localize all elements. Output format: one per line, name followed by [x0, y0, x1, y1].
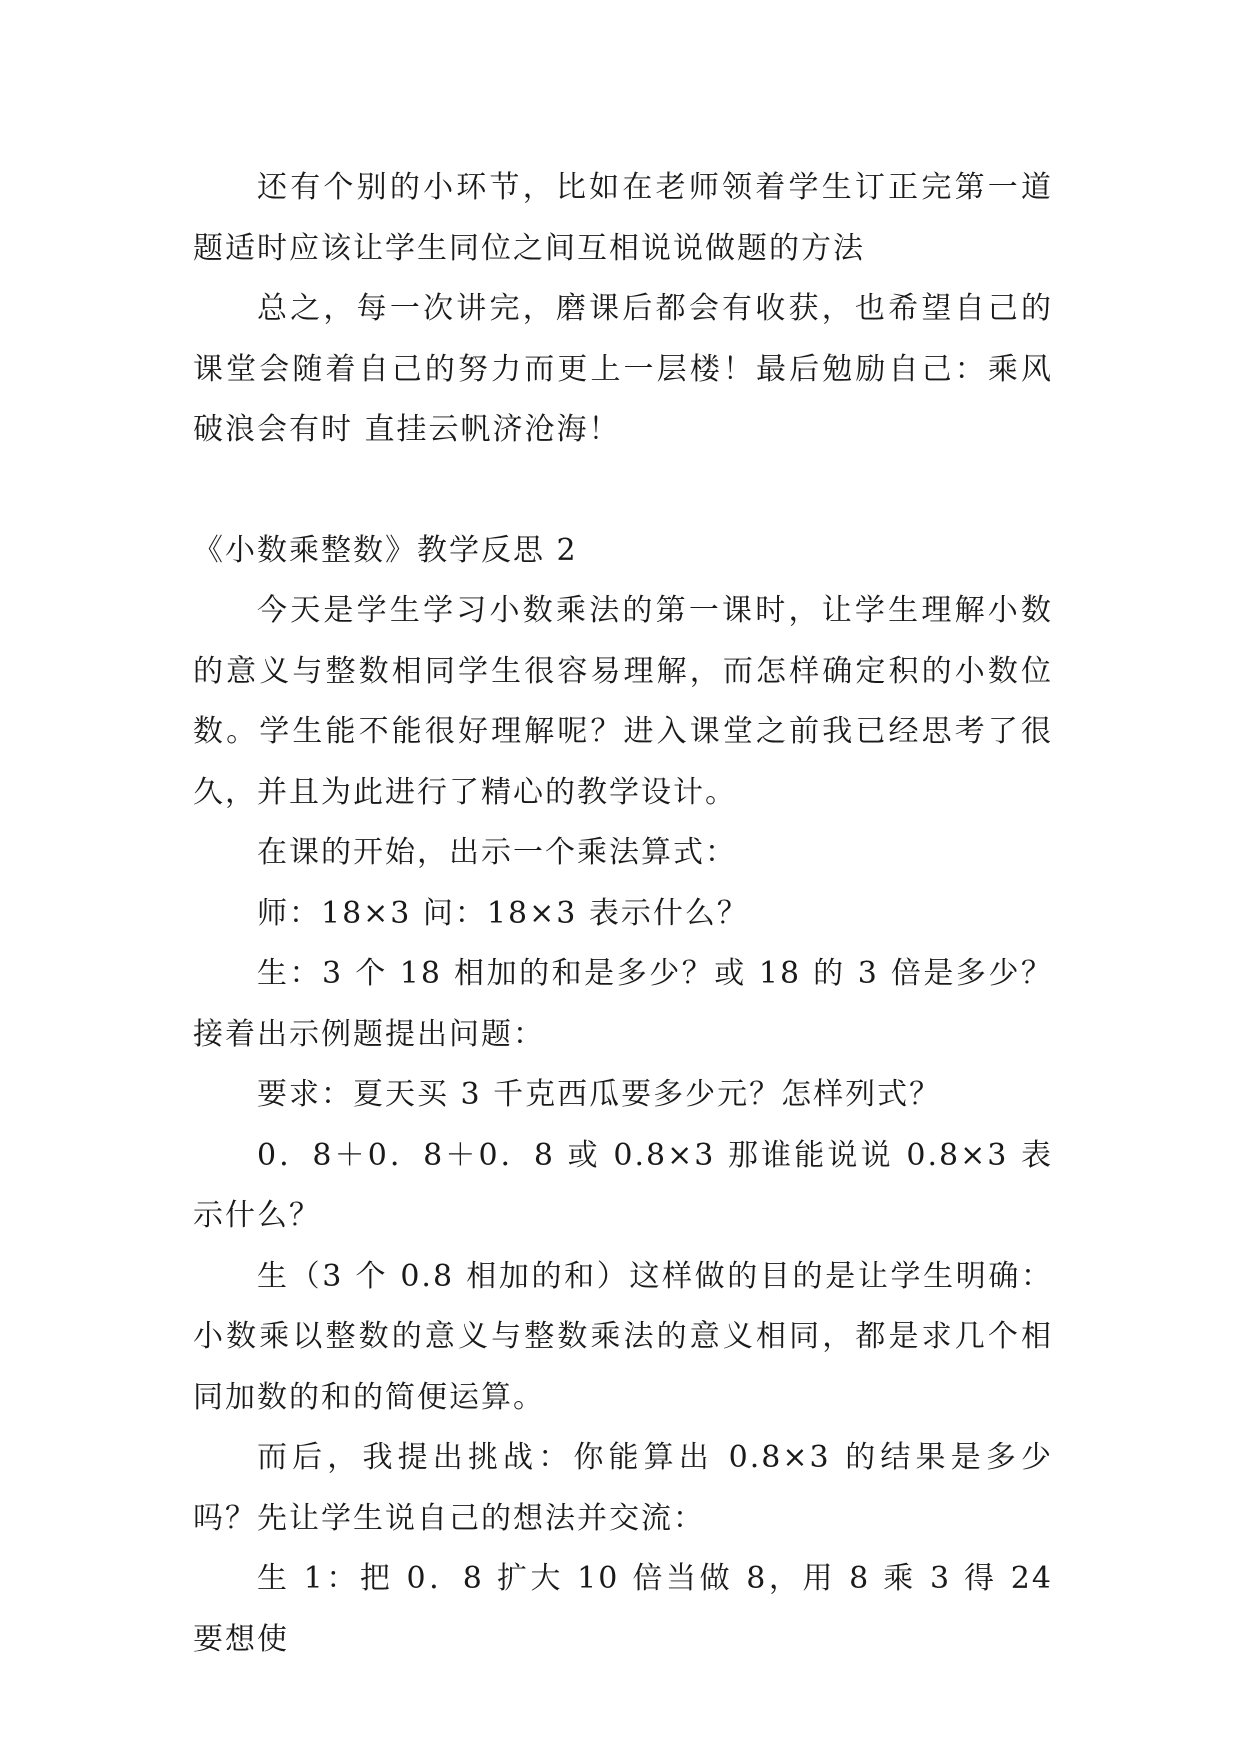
paragraph-student-1: 生 1：把 0．8 扩大 10 倍当做 8，用 8 乘 3 得 24 要想使 [193, 1561, 1053, 1657]
paragraph-teacher-question: 师：18×3 问：18×3 表示什么？ [257, 895, 749, 931]
paragraph-intro: 今天是学生学习小数乘法的第一课时，让学生理解小数的意义与整数相同学生很容易理解，而怎样确定积的小数位数。学生能不能很好理解呢？进入课堂之前我已经思考了很久，并且为此进行了精心的教学设计。 [193, 593, 1053, 810]
paragraph-purpose: 生（3 个 0.8 相加的和）这样做的目的是让学生明确：小数乘以整数的意义与整数乘法的意义相同，都是求几个相同加数的和的简便运算。 [193, 1258, 1053, 1415]
section-title: 《小数乘整数》教学反思 2 [193, 532, 578, 568]
paragraph-challenge: 而后，我提出挑战：你能算出 0.8×3 的结果是多少吗？先让学生说自己的想法并交流： [193, 1440, 1053, 1536]
paragraph-student-answer: 生：3 个 18 相加的和是多少？或 18 的 3 倍是多少？接着出示例题提出问题： [193, 956, 1053, 1052]
paragraph-summary: 总之，每一次讲完，磨课后都会有收获，也希望自己的课堂会随着自己的努力而更上一层楼！最后勉励自己：乘风破浪会有时 直挂云帆济沧海！ [193, 291, 1053, 447]
paragraph-requirement: 要求：夏天买 3 千克西瓜要多少元？怎样列式？ [257, 1077, 942, 1112]
paragraph-expression: 0．8＋0．8＋0．8 或 0.8×3 那谁能说说 0.8×3 表示什么？ [193, 1137, 1053, 1233]
paragraph-small-steps: 还有个别的小环节，比如在老师领着学生订正完第一道题适时应该让学生同位之间互相说说做题的方法 [193, 170, 1053, 266]
paragraph-lesson-start: 在课的开始，出示一个乘法算式： [257, 835, 737, 870]
document-body [193, 158, 1053, 1670]
